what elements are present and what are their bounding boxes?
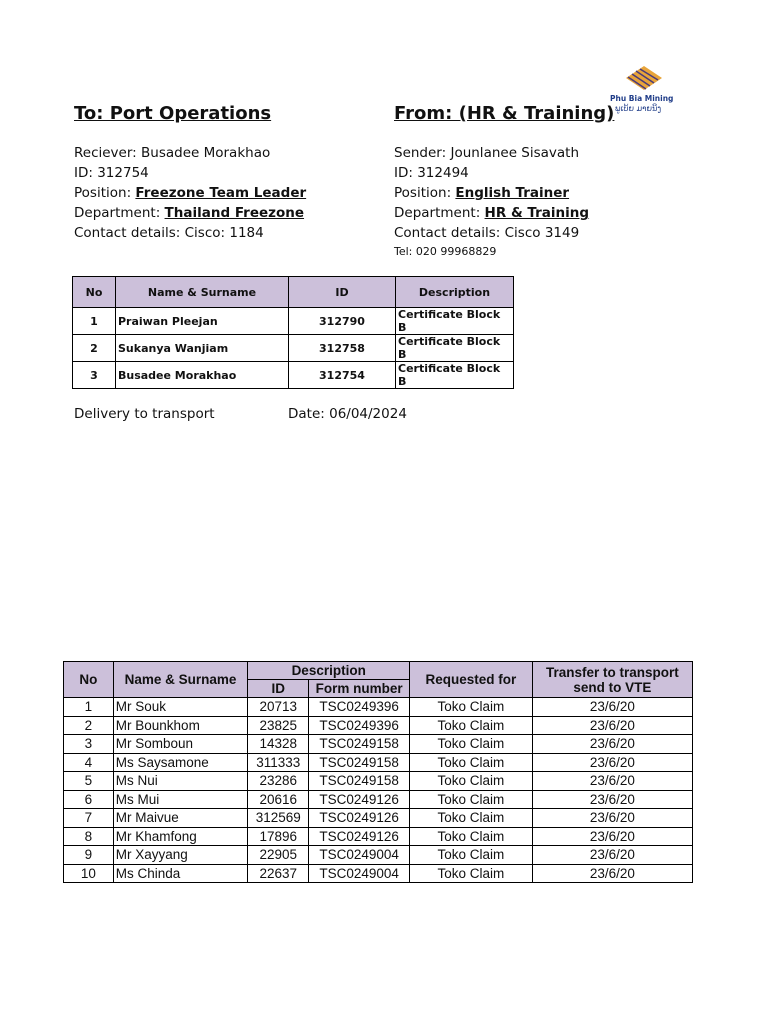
column-header-form: Form number: [309, 680, 410, 698]
cell-form-number: TSC0249004: [309, 864, 410, 883]
cell-transfer-date: 23/6/20: [532, 698, 692, 717]
receiver-line: Reciever: Busadee Morakhao: [74, 145, 271, 161]
department-value: HR & Training: [484, 205, 590, 221]
sender-position: [394, 183, 589, 203]
cell-requested-for: Toko Claim: [410, 790, 533, 809]
cell-no: 2: [64, 716, 114, 735]
company-logo: [610, 64, 680, 124]
column-header: No: [73, 277, 116, 308]
delivery-label: Delivery to transport: [74, 406, 215, 422]
column-header-name: Name & Surname: [113, 662, 248, 698]
cell-id: 312569: [248, 809, 309, 828]
table-row: [64, 790, 693, 809]
from-details: [394, 143, 589, 258]
department-label: Department:: [74, 205, 165, 221]
cell-name: Busadee Morakhao: [116, 362, 289, 389]
receiver-position: [74, 183, 306, 203]
cell-transfer-date: 23/6/20: [532, 790, 692, 809]
cell-name: Mr Xayyang: [113, 846, 248, 865]
cell-requested-for: Toko Claim: [410, 716, 533, 735]
cell-no: 4: [64, 753, 114, 772]
cell-transfer-date: 23/6/20: [532, 827, 692, 846]
cell-form-number: TSC0249004: [309, 846, 410, 865]
cell-id: 23825: [248, 716, 309, 735]
table-row: [64, 772, 693, 791]
cell-no: 3: [64, 735, 114, 754]
cell-form-number: TSC0249396: [309, 716, 410, 735]
cell-no: 6: [64, 790, 114, 809]
certificate-table: [72, 276, 514, 389]
logo-name: Phu Bia Mining: [610, 94, 674, 103]
cell-id: 312754: [289, 362, 396, 389]
to-details: [74, 143, 306, 243]
cell-requested-for: Toko Claim: [410, 827, 533, 846]
table-row: [73, 308, 514, 335]
cell-id: 17896: [248, 827, 309, 846]
table-row: [64, 753, 693, 772]
cell-id: 312790: [289, 308, 396, 335]
cell-name: Ms Saysamone: [113, 753, 248, 772]
cell-requested-for: Toko Claim: [410, 846, 533, 865]
transfer-table: [63, 661, 693, 883]
cell-requested-for: Toko Claim: [410, 753, 533, 772]
transfer-table-body: [64, 698, 693, 883]
cell-id: 312758: [289, 335, 396, 362]
cell-form-number: TSC0249158: [309, 753, 410, 772]
sender-id: ID: 312494: [394, 165, 469, 181]
cell-id: 14328: [248, 735, 309, 754]
table-row: [64, 846, 693, 865]
column-header: Description: [396, 277, 514, 308]
cell-no: 1: [64, 698, 114, 717]
cell-id: 20713: [248, 698, 309, 717]
cell-no: 9: [64, 846, 114, 865]
cell-transfer-date: 23/6/20: [532, 753, 692, 772]
cell-transfer-date: 23/6/20: [532, 809, 692, 828]
column-header-transfer: Transfer to transport send to VTE: [532, 662, 692, 698]
cell-form-number: TSC0249126: [309, 809, 410, 828]
table-row: [64, 864, 693, 883]
table-header-row: [73, 277, 514, 308]
position-label: Position:: [394, 185, 456, 201]
cell-name: Mr Bounkhom: [113, 716, 248, 735]
cell-no: 5: [64, 772, 114, 791]
cell-requested-for: Toko Claim: [410, 735, 533, 754]
cell-name: Praiwan Pleejan: [116, 308, 289, 335]
table-row: [73, 335, 514, 362]
table-row: [64, 735, 693, 754]
cell-id: 23286: [248, 772, 309, 791]
cell-description: Certificate Block B: [396, 335, 514, 362]
cell-transfer-date: 23/6/20: [532, 716, 692, 735]
delivery-date: Date: 06/04/2024: [288, 406, 407, 422]
cell-transfer-date: 23/6/20: [532, 735, 692, 754]
cell-name: Ms Nui: [113, 772, 248, 791]
cell-name: Mr Maivue: [113, 809, 248, 828]
sender-department: [394, 203, 589, 223]
table-row: [64, 716, 693, 735]
position-value: Freezone Team Leader: [135, 185, 307, 201]
cell-transfer-date: 23/6/20: [532, 864, 692, 883]
cell-description: Certificate Block B: [396, 362, 514, 389]
cell-name: Sukanya Wanjiam: [116, 335, 289, 362]
cell-name: Mr Somboun: [113, 735, 248, 754]
receiver-id: ID: 312754: [74, 165, 149, 181]
cell-form-number: TSC0249396: [309, 698, 410, 717]
to-heading: To: Port Operations: [74, 103, 272, 124]
column-header: Name & Surname: [116, 277, 289, 308]
sender-contact: Contact details: Cisco 3149: [394, 225, 580, 241]
sender-line: Sender: Jounlanee Sisavath: [394, 145, 580, 161]
cell-requested-for: Toko Claim: [410, 772, 533, 791]
logo-mark-icon: [624, 64, 664, 94]
cell-id: 20616: [248, 790, 309, 809]
cell-id: 22637: [248, 864, 309, 883]
cell-no: 3: [73, 362, 116, 389]
cell-id: 311333: [248, 753, 309, 772]
cell-no: 7: [64, 809, 114, 828]
table-row: [64, 827, 693, 846]
cell-no: 8: [64, 827, 114, 846]
receiver-contact: Contact details: Cisco: 1184: [74, 225, 264, 241]
cell-form-number: TSC0249126: [309, 790, 410, 809]
cell-name: Mr Souk: [113, 698, 248, 717]
cell-form-number: TSC0249158: [309, 735, 410, 754]
cell-no: 1: [73, 308, 116, 335]
cell-name: Mr Khamfong: [113, 827, 248, 846]
cell-no: 10: [64, 864, 114, 883]
table-row: [73, 362, 514, 389]
cell-transfer-date: 23/6/20: [532, 846, 692, 865]
cell-id: 22905: [248, 846, 309, 865]
cell-description: Certificate Block B: [396, 308, 514, 335]
cell-requested-for: Toko Claim: [410, 809, 533, 828]
table-header-row: [64, 662, 693, 680]
cell-form-number: TSC0249126: [309, 827, 410, 846]
cell-requested-for: Toko Claim: [410, 698, 533, 717]
from-heading: From: (HR & Training): [394, 103, 615, 124]
department-value: Thailand Freezone: [164, 205, 305, 221]
column-header-requested: Requested for: [410, 662, 533, 698]
column-header-description: Description: [248, 662, 410, 680]
department-label: Department:: [394, 205, 485, 221]
cell-name: Ms Mui: [113, 790, 248, 809]
sender-tel: Tel: 020 99968829: [394, 245, 497, 258]
receiver-department: [74, 203, 306, 223]
cell-no: 2: [73, 335, 116, 362]
column-header-id: ID: [248, 680, 309, 698]
column-header: ID: [289, 277, 396, 308]
table-row: [64, 698, 693, 717]
table-row: [64, 809, 693, 828]
logo-subtitle: ພູເບ້ຍ ມາຍນິງ: [615, 104, 662, 113]
cell-name: Ms Chinda: [113, 864, 248, 883]
cell-requested-for: Toko Claim: [410, 864, 533, 883]
position-value: English Trainer: [455, 185, 570, 201]
column-header-no: No: [64, 662, 114, 698]
cell-form-number: TSC0249158: [309, 772, 410, 791]
position-label: Position:: [74, 185, 136, 201]
cell-transfer-date: 23/6/20: [532, 772, 692, 791]
